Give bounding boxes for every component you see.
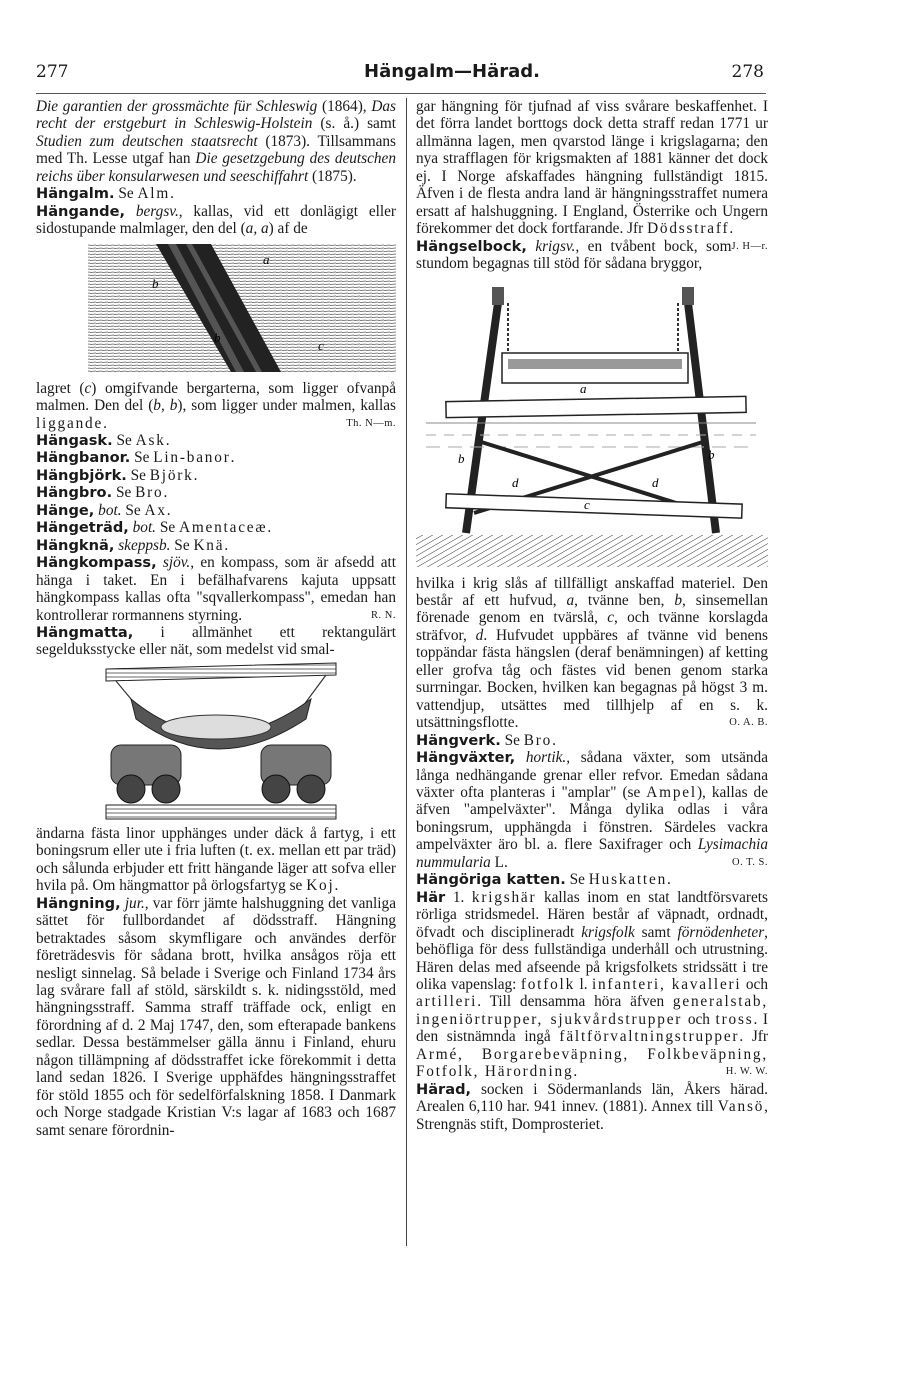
figure-trestle (416, 273, 768, 575)
entry-hangselbock-cont: hvilka i krig slås af tillfälligt anskaffad materiel. Den består af ett hufvud, a, tvänne ben, b, sinsemellan förenade genom en tvärslå, c, och tvänne korslagda sträfvor, d. Hufvudet uppbäres af tvänne vid benens toppändar fästa hängslen (deraf benämningen) af ketting eller grofva tåg och fästes vid benen genom starka surrningar. Bocken, hvilken kan begagnas på högst 3 m. vattendjup, utsättes med tillhjelp af en s. k. utsättningsflotte. O. A. B. (416, 574, 768, 732)
left-column (36, 98, 396, 1139)
headword: Härad, (416, 1080, 472, 1098)
entry-harad: Härad, socken i Södermanlands län, Åkers härad. Arealen 6,110 har. 941 innev. (1881). Annex till Vansö, Strengnäs stift, Domprosteriet. (416, 1080, 768, 1133)
signature: J. H—r. (731, 240, 768, 252)
entry-hangask: Hängask. Se Ask. (36, 431, 170, 449)
leg-right (688, 303, 716, 533)
label-c: c (584, 496, 590, 512)
signature: R. N. (371, 609, 396, 621)
signature: H. W. W. (725, 1066, 768, 1078)
entry-hangbro: Hängbro. Se Bro. (36, 484, 168, 502)
headword: Hänge, (36, 501, 95, 519)
header-rule (36, 93, 766, 94)
figure-ore-layer (36, 238, 396, 380)
headword: Hängbanor. (36, 449, 131, 467)
label-b: b (214, 329, 221, 345)
label-a: a (580, 380, 587, 396)
entry-hangkna: Hängknä, skeppsb. Se Knä. (36, 536, 229, 554)
crossbar-c (446, 493, 742, 517)
ore-layer-illustration (36, 238, 396, 380)
page-title: Hängalm—Härad. (364, 61, 540, 82)
headword: Här (416, 888, 446, 906)
label-d: d (512, 474, 519, 490)
entry-hange: Hänge, bot. Se Ax. (36, 501, 171, 519)
signature: O. T. S. (732, 856, 768, 868)
trestle-illustration (416, 273, 768, 575)
headword: Hängning, (36, 894, 121, 912)
entry-hangning-cont: gar hängning för tjufnad af viss svårare beskaffenhet. I det förra landet borttogs dock detta straff redan 1771 ur allmänna lagen, men qvarstod länge i krigslagarna; den nya strafflagen för krigsmakten af 1881 känner det dock ej. I Norge afskaffades hängning fullständigt 1815. Äfven i de flesta andra land är hängningsstraffet numera ersatt af halshuggning. I England, Österrike och Ungern förekommer det dock fortfarande. Jfr Dödsstraff. J. H—r. (416, 98, 768, 238)
entry-hangvaxter: Hängväxter, hortik., sådana växter, som utsända långa nedhängande grenar eller refvor. Emedan sådana växter ofta planteras i "amplar" (se Ampel), kallas de äfven "ampelväxter". Många dylika odlas i våra boningsrum, upphängda i fönstren. Särdeles vackra ampelväxter äro bl. a. flere Saxifrager och Lysimachia nummularia L. O. T. S. (416, 749, 768, 871)
label-b: b (458, 450, 465, 466)
entry-har: Här 1. krigshär kallas inom en stat landtförsvarets rörliga stridsmedel. Hären består af väpnadt, ordnadt, öfvadt och disciplineradt krigsfolk samt förnödenheter, behöfliga för dess fullständiga underhåll och utrustning. Hären delas med afseende på krigsfolkets stridssätt i tre olika vapenslag: fotfolk l. infanteri, kavalleri och artilleri. Till densamma höra äfven generalstab, ingeniörtrupper, sjukvårdstrupper och tross. I den sistnämnda ingå fältförvaltningstrupper. Jfr Armé, Borgarebeväpning, Folkbeväpning, Fotfolk, Härordning. H. W. W. (416, 888, 768, 1081)
label-a: a (263, 251, 270, 267)
column-rule (406, 98, 407, 1246)
entry-hangalm: Hängalm. Se Alm. (36, 185, 174, 203)
entry-hangoriga-katten: Hängöriga katten. Se Huskatten. (416, 871, 671, 889)
entry-hangmatta-cont: ändarna fästa linor upphänges under däck å fartyg, i ett boningsrum eller ute i fria luften (t. ex. mellan ett par träd) och sålunda erbjuder ett fritt hängande läger att sofva eller hvila på. Om hängmattor på örlogsfartyg se Koj. (36, 824, 396, 895)
headword: Hängande, (36, 202, 126, 220)
figure-hammock (36, 659, 396, 825)
label-d: d (652, 474, 659, 490)
entry-hangkompass: Hängkompass, sjöv., en kompass, som är afsedd att hänga i taket. En i befälhafvarens kajuta uppsatt hängkompass kallas ofta "sqvallerkompass", emedan han kontrollerar rormannens styrning. R. N. (36, 554, 397, 624)
entry-hangselbock: Hängselbock, krigsv., en tvåbent bock, som stundom begagnas till stöd för sådana bryggor, (416, 237, 732, 273)
headword: Hängselbock, (416, 237, 527, 255)
entry-hangande-cont: lagret (c) omgifvande bergarterna, som ligger ofvanpå malmen. Den del (b, b), som ligger under malmen, kallas liggande. Th. N—m. (36, 379, 396, 432)
river-bed (416, 535, 768, 567)
headword: Hängbjörk. (36, 466, 127, 484)
headword: Hängverk. (416, 731, 501, 749)
entry-hangetrad: Hängeträd, bot. Se Amentaceæ. (36, 519, 272, 537)
entry-hangmatta: Hängmatta, i allmänhet ett rektangulärt segelduksstycke eller nät, som medelst vid smal- (36, 623, 396, 659)
entry-hangbanor: Hängbanor. Se Lin-banor. (36, 449, 235, 467)
page-header (0, 62, 904, 88)
headword: Hängalm. (36, 185, 115, 203)
headword: Hängknä, (36, 536, 115, 554)
headword: Hängask. (36, 431, 113, 449)
entry-hangning: Hängning, jur., var förr jämte halshuggning det vanliga sättet för fullbordandet af dödsstraff. Hängning betraktades såsom skymfligare och användes derför företrädesvis för sådana brott, hvilka ansågos röja ett nesligt sinnelag. Så belade i Sverige och Finland 1734 års lag svårare fall af stöld, särskildt s. k. nidingsstöld, med hängningsstraff. Samma straff träffade ock, enligt en förordning af d. 2 Maj 1747, den, som efterapade bankens sedlar. Dessa bestämmelser gälla ännu i Finland, ehuru någon tillämpning af dödsstraffet icke förekommit i detta land sedan 1826. I Sverige upphäfdes hängningsstraffet för stöld 1855 och för sedelförfalskning 1858. I Danmark och Norge stadgade Kristian V:s lagar af 1683 och 1687 samt senare förordnin- (36, 894, 397, 1139)
entry-hangverk: Hängverk. Se Bro. (416, 731, 556, 749)
label-c: c (318, 337, 324, 353)
deck (106, 805, 336, 819)
right-column (416, 98, 768, 1133)
entry-continuation: Die garantien der grossmächte für Schleswig (1864), Das recht der erstgeburt in Schleswig-Holstein (s. å.) samt Studien zum deutschen staatsrecht (1873). Tillsammans med Th. Lesse utgaf han Die gesetzgebung des deutschen reichs über konsularwesen und seeschiffahrt (1875). (36, 98, 396, 185)
label-b: b (708, 446, 715, 462)
headword: Hängbro. (36, 484, 113, 502)
signature: O. A. B. (729, 717, 768, 729)
page-number-left: 277 (36, 62, 69, 82)
sleeper (161, 715, 271, 739)
headword: Hängkompass, (36, 554, 157, 572)
headword: Hängväxter, (416, 749, 516, 767)
headword: Hängöriga katten. (416, 871, 566, 889)
page-number-right: 278 (731, 62, 764, 82)
signature: Th. N—m. (346, 417, 396, 429)
headword: Hängeträd, (36, 519, 129, 537)
label-b: b (152, 275, 159, 291)
headword: Hängmatta, (36, 623, 134, 641)
entry-hangbjork: Hängbjörk. Se Björk. (36, 466, 198, 484)
hammock-illustration (36, 659, 396, 825)
ceiling-beam (106, 663, 336, 681)
entry-hangande: Hängande, bergsv., kallas, vid ett donlägigt eller sidostupande malmlager, den del (a, a) af de (36, 202, 396, 238)
